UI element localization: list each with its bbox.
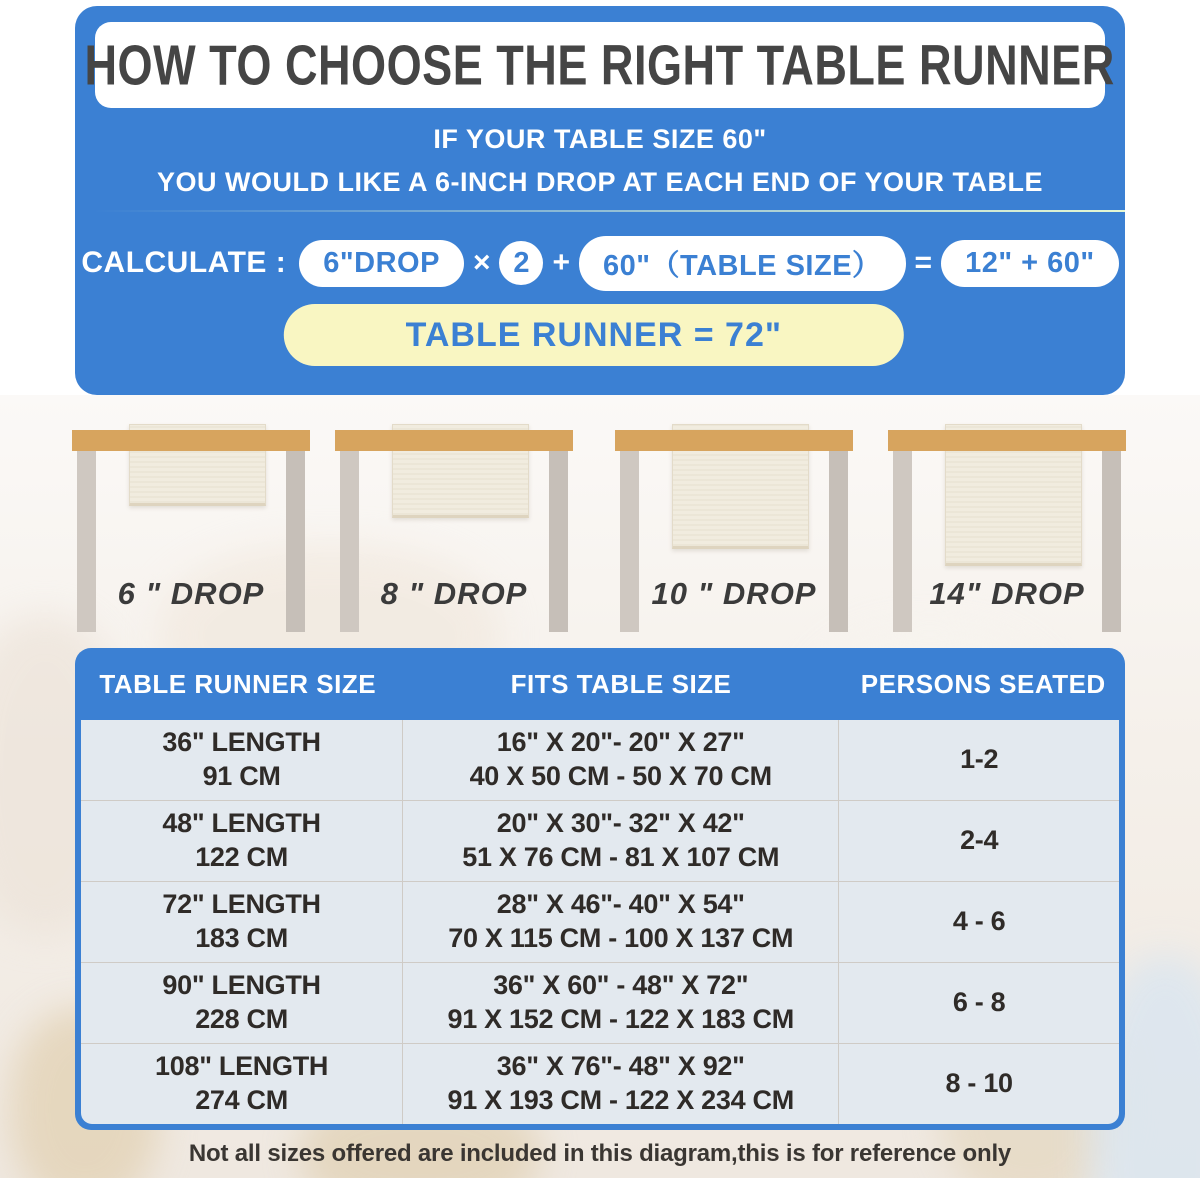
fits-cm: 40 X 50 CM - 50 X 70 CM: [469, 761, 772, 791]
sum-pill: 12" + 60": [941, 240, 1119, 287]
length-inches: 48" LENGTH: [162, 808, 321, 839]
hero-panel: [75, 6, 1125, 395]
length-inches: 72" LENGTH: [162, 889, 321, 920]
fits-inches: 28" X 46"- 40" X 54": [496, 889, 745, 920]
fits-inches: 20" X 30"- 32" X 42": [496, 808, 745, 839]
divider-line: [93, 210, 1125, 212]
times-operator: ×: [472, 246, 491, 279]
length-inches: 36" LENGTH: [162, 727, 321, 758]
runner-size-cell: [81, 1044, 402, 1124]
runner-size-cell: [81, 963, 402, 1043]
drop-figure-10in: [615, 424, 853, 636]
length-cm: 91 CM: [202, 761, 281, 791]
length-inches: 108" LENGTH: [155, 1051, 329, 1082]
fits-cm: 91 X 193 CM - 122 X 234 CM: [447, 1085, 794, 1115]
drop-figure-14in: [888, 424, 1126, 636]
drop-figure-6in: [72, 424, 310, 636]
fits-size-cell: [402, 720, 839, 800]
drop-label: 14" DROP: [929, 576, 1085, 611]
fits-inches: 36" X 60" - 48" X 72": [493, 970, 749, 1001]
drop-figure-8in: [335, 424, 573, 636]
drop-pill: 6"DROP: [299, 240, 464, 287]
fits-cm: 70 X 115 CM - 100 X 137 CM: [448, 923, 794, 953]
calculation-row: [75, 236, 1125, 290]
fits-cm: 51 X 76 CM - 81 X 107 CM: [462, 842, 780, 872]
persons-cell: 1-2: [960, 744, 999, 775]
drop-label: 10 " DROP: [651, 576, 817, 611]
length-cm: 228 CM: [195, 1004, 288, 1034]
page-title: HOW TO CHOOSE THE RIGHT TABLE RUNNER: [84, 33, 1116, 97]
tabletop: [615, 430, 853, 451]
drop-label: 8 " DROP: [380, 576, 528, 611]
fits-size-cell: [402, 801, 839, 881]
table-row: [81, 800, 1119, 881]
fits-inches: 36" X 76"- 48" X 92": [496, 1051, 745, 1082]
fits-size-cell: [402, 882, 839, 962]
persons-cell: 6 - 8: [952, 987, 1006, 1018]
runner-size-cell: [81, 720, 402, 800]
runner-size-cell: [81, 882, 402, 962]
column-header-runner-size: TABLE RUNNER SIZE: [99, 668, 377, 699]
table-size-pill: 60"（TABLE SIZE）: [579, 236, 906, 291]
intro-line-1: IF YOUR TABLE SIZE 60": [433, 124, 767, 154]
table-row: [81, 962, 1119, 1043]
column-header-fits-size: FITS TABLE SIZE: [510, 668, 732, 699]
length-cm: 122 CM: [195, 842, 288, 872]
size-chart-header: [75, 648, 1125, 720]
length-cm: 183 CM: [195, 923, 288, 953]
tabletop: [888, 430, 1126, 451]
equals-operator: =: [914, 246, 933, 279]
intro-line-2: YOU WOULD LIKE A 6-INCH DROP AT EACH END OF YOUR TABLE: [156, 167, 1044, 197]
persons-cell: 4 - 6: [952, 906, 1006, 937]
tabletop: [335, 430, 573, 451]
disclaimer-note: Not all sizes offered are included in this diagram,this is for reference only: [188, 1140, 1012, 1167]
column-header-persons: PERSONS SEATED: [860, 668, 1106, 699]
fits-cm: 91 X 152 CM - 122 X 183 CM: [447, 1004, 794, 1034]
fits-size-cell: [402, 1044, 839, 1124]
calculate-label: CALCULATE :: [81, 246, 287, 279]
plus-operator: +: [552, 246, 571, 279]
size-chart-panel: [75, 648, 1125, 1130]
persons-cell: 8 - 10: [945, 1068, 1013, 1099]
size-chart-body: [81, 720, 1119, 1124]
intro-text: [75, 118, 1125, 198]
length-cm: 274 CM: [195, 1085, 288, 1115]
drop-label: 6 " DROP: [117, 576, 265, 611]
runner-total-pill: TABLE RUNNER = 72": [284, 304, 904, 366]
fits-size-cell: [402, 963, 839, 1043]
multiplier-circle: 2: [499, 241, 543, 285]
tabletop: [72, 430, 310, 451]
title-banner: [84, 22, 1116, 108]
length-inches: 90" LENGTH: [162, 970, 321, 1001]
table-row: [81, 720, 1119, 800]
persons-cell: 2-4: [960, 825, 999, 856]
runner-size-cell: [81, 801, 402, 881]
table-row: [81, 881, 1119, 962]
table-row: [81, 1043, 1119, 1124]
fits-inches: 16" X 20"- 20" X 27": [496, 727, 745, 758]
